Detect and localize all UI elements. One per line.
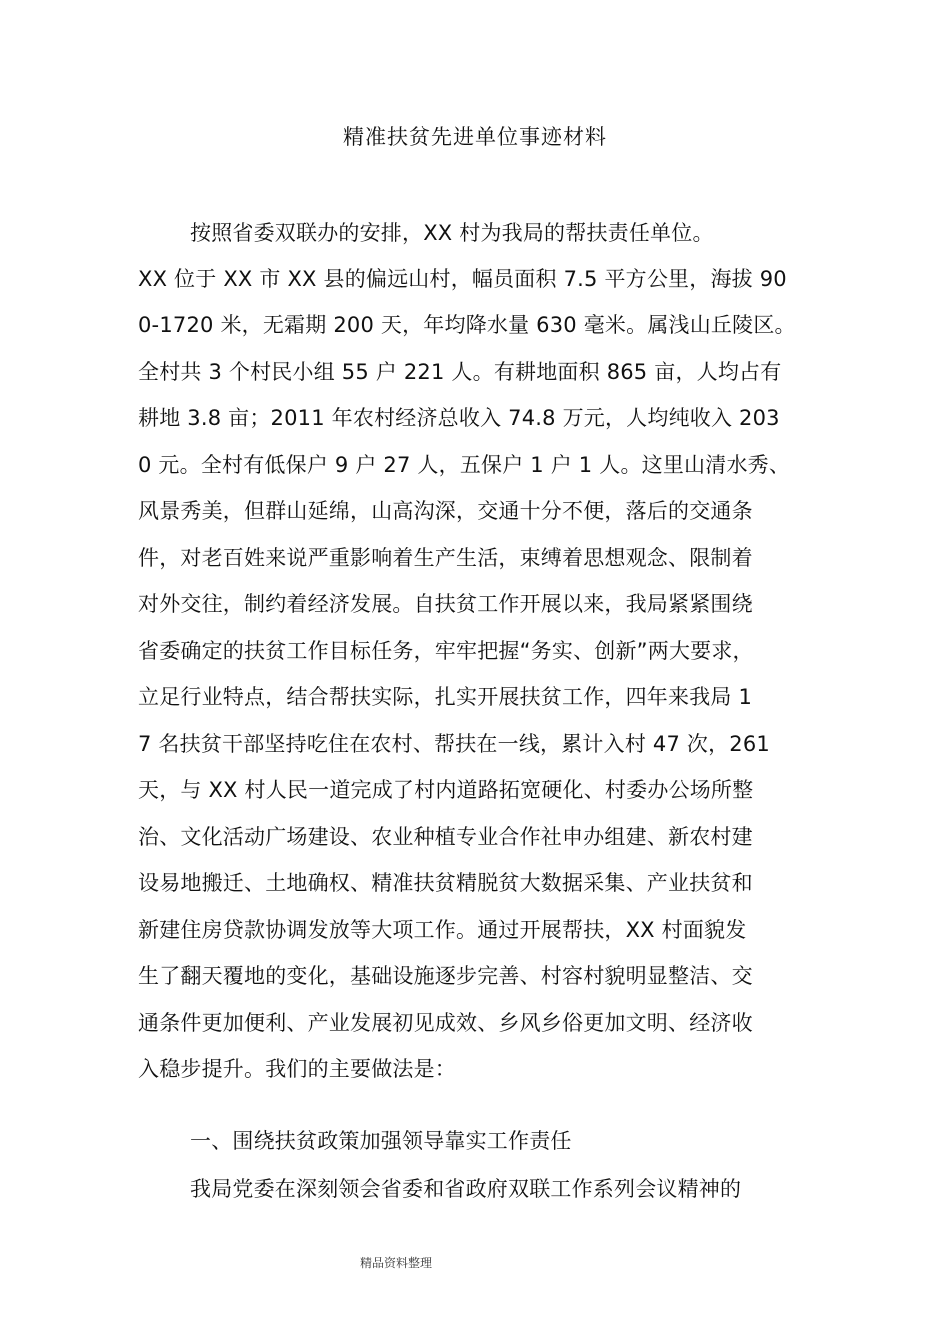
footer-note: 精品资料整理 [360, 1256, 433, 1270]
body-text-line: 按照省委双联办的安排，XX 村为我局的帮扶责任单位。 [190, 221, 714, 245]
body-text-line: 入稳步提升。我们的主要做法是： [138, 1057, 456, 1081]
body-text-line: 7 名扶贫干部坚持吃住在农村、帮扶在一线，累计入村 47 次，261 [138, 732, 770, 756]
body-text-line: 0-1720 米，无霜期 200 天，年均降水量 630 毫米。属浅山丘陵区。 [138, 313, 796, 337]
body-text-line: 全村共 3 个村民小组 55 户 221 人。有耕地面积 865 亩，人均占有 [138, 360, 782, 384]
document-title: 精准扶贫先进单位事迹材料 [343, 125, 607, 149]
section-heading: 一、围绕扶贫政策加强领导靠实工作责任 [190, 1129, 572, 1153]
body-text-line: 生了翻天覆地的变化，基础设施逐步完善、村容村貌明显整洁、交 [138, 964, 753, 988]
body-text-line: 新建住房贷款协调发放等大项工作。通过开展帮扶，XX 村面貌发 [138, 918, 747, 942]
body-text-line: 我局党委在深刻领会省委和省政府双联工作系列会议精神的 [190, 1177, 742, 1201]
body-text-line: 立足行业特点，结合帮扶实际，扎实开展扶贫工作，四年来我局 1 [138, 685, 753, 709]
body-text-line: 设易地搬迁、土地确权、精准扶贫精脱贫大数据采集、产业扶贫和 [138, 871, 753, 895]
body-text-line: 治、文化活动广场建设、农业种植专业合作社申办组建、新农村建 [138, 825, 753, 849]
body-text-line: 风景秀美，但群山延绵，山高沟深，交通十分不便，落后的交通条 [138, 499, 753, 523]
body-text-line: 件，对老百姓来说严重影响着生产生活，束缚着思想观念、限制着 [138, 546, 753, 570]
body-text-line: 省委确定的扶贫工作目标任务，牢牢把握“务实、创新”两大要求， [138, 639, 754, 663]
body-text-line: XX 位于 XX 市 XX 县的偏远山村，幅员面积 7.5 平方公里，海拔 90 [138, 267, 787, 291]
body-text-line: 通条件更加便利、产业发展初见成效、乡风乡俗更加文明、经济收 [138, 1011, 753, 1035]
body-text-line: 0 元。全村有低保户 9 户 27 人，五保户 1 户 1 人。这里山清水秀、 [138, 453, 791, 477]
body-text-line: 耕地 3.8 亩；2011 年农村经济总收入 74.8 万元，人均纯收入 203 [138, 406, 780, 430]
body-text-line: 天，与 XX 村人民一道完成了村内道路拓宽硬化、村委办公场所整 [138, 778, 754, 802]
body-text-line: 对外交往，制约着经济发展。自扶贫工作开展以来，我局紧紧围绕 [138, 592, 753, 616]
